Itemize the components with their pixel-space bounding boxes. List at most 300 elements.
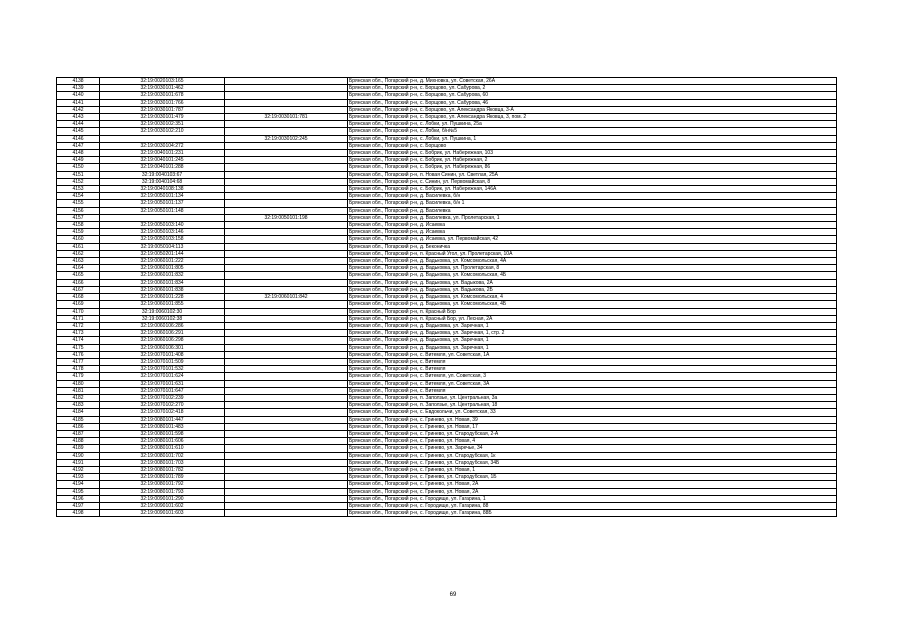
row-number-cell: 4168 <box>57 294 100 301</box>
register-body <box>57 78 837 517</box>
table-row <box>57 114 837 121</box>
row-number-cell: 4176 <box>57 351 100 358</box>
address-cell: Брянская обл., Погарский р-н, с. Бобрик, ул. Набережная, 103 <box>348 150 837 157</box>
cadastral-number-cell: 32:19:0070101:509 <box>100 358 225 365</box>
table-row <box>57 373 837 380</box>
cadastral-number-cell: 32:19:0080101:447 <box>100 416 225 423</box>
table-row <box>57 142 837 149</box>
cadastral-number-cell: 32:19:0040101:231 <box>100 150 225 157</box>
row-number-cell: 4144 <box>57 121 100 128</box>
cadastral-number-cell: 32:19:0080101:782 <box>100 466 225 473</box>
address-cell: Брянская обл., Погарский р-н, с. Городище, ул. Гагарина, 1 <box>348 495 837 502</box>
cadastral-number-cell: 32:19:0060101:838 <box>100 286 225 293</box>
table-row <box>57 474 837 481</box>
row-number-cell: 4183 <box>57 402 100 409</box>
cadastral-number-cell: 32:19:0070102:239 <box>100 394 225 401</box>
address-cell: Брянская обл., Погарский р-н, д. Исаевка, ул. Первомайская, 42 <box>348 236 837 243</box>
table-row <box>57 99 837 106</box>
address-cell: Брянская обл., Погарский р-н, с. Бобрик, ул. Набережная, 146А <box>348 186 837 193</box>
row-number-cell: 4164 <box>57 265 100 272</box>
row-number-cell: 4162 <box>57 250 100 257</box>
address-cell: Брянская обл., Погарский р-н, д. Василевка, ул. Пролетарская, 1 <box>348 214 837 221</box>
address-cell: Брянская обл., Погарский р-н, д. Исаевка <box>348 222 837 229</box>
row-number-cell: 4190 <box>57 452 100 459</box>
cadastral-number-cell: 32:19:0050101:134 <box>100 193 225 200</box>
cadastral-number-cell: 32:19:0030101:479 <box>100 114 225 121</box>
table-row <box>57 459 837 466</box>
address-cell: Брянская обл., Погарский р-н, д. Михновка, ул. Советская, 26А <box>348 78 837 85</box>
address-cell: Брянская обл., Погарский р-н, д. Вадьковка, ул. Заречная, 1 <box>348 344 837 351</box>
row-number-cell: 4167 <box>57 286 100 293</box>
previous-cadastral-number-cell <box>225 394 348 401</box>
row-number-cell: 4170 <box>57 308 100 315</box>
previous-cadastral-number-cell <box>225 128 348 135</box>
address-cell: Брянская обл., Погарский р-н, с. Гринево, ул. Новая, 39 <box>348 416 837 423</box>
table-row <box>57 157 837 164</box>
table-row <box>57 452 837 459</box>
cadastral-number-cell: 32:19:0050103:146 <box>100 229 225 236</box>
row-number-cell: 4155 <box>57 200 100 207</box>
table-row <box>57 265 837 272</box>
address-cell: Брянская обл., Погарский р-н, д. Вадьковка, ул. Заречная, 1 <box>348 322 837 329</box>
cadastral-number-cell: 32:19:0090101:603 <box>100 510 225 517</box>
row-number-cell: 4142 <box>57 106 100 113</box>
row-number-cell: 4181 <box>57 387 100 394</box>
address-cell: Брянская обл., Погарский р-н, с. Гринево, ул. Новая, 17 <box>348 423 837 430</box>
previous-cadastral-number-cell <box>225 315 348 322</box>
table-row <box>57 236 837 243</box>
table-row <box>57 258 837 265</box>
cadastral-number-cell: 32:19:0080101:792 <box>100 481 225 488</box>
row-number-cell: 4188 <box>57 438 100 445</box>
previous-cadastral-number-cell <box>225 380 348 387</box>
previous-cadastral-number-cell <box>225 466 348 473</box>
previous-cadastral-number-cell <box>225 171 348 178</box>
table-row <box>57 351 837 358</box>
address-cell: Брянская обл., Погарский р-н, п. Красный Бор <box>348 308 837 315</box>
table-row <box>57 222 837 229</box>
row-number-cell: 4182 <box>57 394 100 401</box>
table-row <box>57 430 837 437</box>
address-cell: Брянская обл., Погарский р-н, с. Бобрик, ул. Набережная, 86 <box>348 164 837 171</box>
row-number-cell: 4194 <box>57 481 100 488</box>
address-cell: Брянская обл., Погарский р-н, с. Гринево, ул. Стародубская, 1к <box>348 452 837 459</box>
table-row <box>57 171 837 178</box>
cadastral-number-cell: 32:19:0030102:210 <box>100 128 225 135</box>
previous-cadastral-number-cell <box>225 495 348 502</box>
address-cell: Брянская обл., Погарский р-н, с. Гринево, ул. Новая, 2А <box>348 488 837 495</box>
address-cell: Брянская обл., Погарский р-н, д. Вадьковка, ул. Комсомольская, 4Б <box>348 272 837 279</box>
table-row <box>57 207 837 214</box>
cadastral-number-cell: 32:19:0050103:140 <box>100 222 225 229</box>
previous-cadastral-number-cell: 32:19:0030101:781 <box>225 114 348 121</box>
previous-cadastral-number-cell <box>225 502 348 509</box>
row-number-cell: 4198 <box>57 510 100 517</box>
address-cell: Брянская обл., Погарский р-н, с. Лобки, ул. Пушкина, 25а <box>348 121 837 128</box>
cadastral-number-cell: 32:19:0040101:245 <box>100 157 225 164</box>
row-number-cell: 4184 <box>57 409 100 416</box>
address-cell: Брянская обл., Погарский р-н, с. Бобрик, ул. Набережная, 2 <box>348 157 837 164</box>
address-cell: Брянская обл., Погарский р-н, д. Вадьковка, ул. Комсомольская, 4А <box>348 258 837 265</box>
row-number-cell: 4180 <box>57 380 100 387</box>
row-number-cell: 4149 <box>57 157 100 164</box>
address-cell: Брянская обл., Погарский р-н, д. Вадьковка, ул. Вадыкова, 2Б <box>348 286 837 293</box>
previous-cadastral-number-cell <box>225 78 348 85</box>
table-row <box>57 243 837 250</box>
address-cell: Брянская обл., Погарский р-н, с. Борщово, ул. Александра Яковца, 3, пом. 2 <box>348 114 837 121</box>
address-cell: Брянская обл., Погарский р-н, п. Красный Бор, ул. Лесная, 2А <box>348 315 837 322</box>
row-number-cell: 4145 <box>57 128 100 135</box>
address-cell: Брянская обл., Погарский р-н, с. Лобки, ул. Пушкина, 1 <box>348 135 837 142</box>
previous-cadastral-number-cell <box>225 358 348 365</box>
row-number-cell: 4189 <box>57 445 100 452</box>
table-row <box>57 337 837 344</box>
row-number-cell: 4156 <box>57 207 100 214</box>
row-number-cell: 4174 <box>57 337 100 344</box>
previous-cadastral-number-cell <box>225 200 348 207</box>
previous-cadastral-number-cell <box>225 286 348 293</box>
cadastral-number-cell: 32:19:0080101:610 <box>100 445 225 452</box>
previous-cadastral-number-cell <box>225 150 348 157</box>
row-number-cell: 4195 <box>57 488 100 495</box>
address-cell: Брянская обл., Погарский р-н, с. Борщово <box>348 142 837 149</box>
row-number-cell: 4150 <box>57 164 100 171</box>
row-number-cell: 4173 <box>57 330 100 337</box>
cadastral-number-cell: 32:19:0060101:805 <box>100 265 225 272</box>
row-number-cell: 4196 <box>57 495 100 502</box>
cadastral-number-cell: 32:19:0030101:787 <box>100 106 225 113</box>
previous-cadastral-number-cell <box>225 416 348 423</box>
table-row <box>57 178 837 185</box>
row-number-cell: 4186 <box>57 423 100 430</box>
cadastral-number-cell: 32:19:0060102:38 <box>100 315 225 322</box>
row-number-cell: 4139 <box>57 85 100 92</box>
cadastral-number-cell: 32:19:0070101:631 <box>100 380 225 387</box>
previous-cadastral-number-cell <box>225 351 348 358</box>
cadastral-number-cell: 32:19:0060106:291 <box>100 330 225 337</box>
cadastral-number-cell: 32:19:0070102:418 <box>100 409 225 416</box>
cadastral-number-cell: 32:19:0070102:270 <box>100 402 225 409</box>
previous-cadastral-number-cell <box>225 265 348 272</box>
cadastral-number-cell: 32:19:0050103:158 <box>100 236 225 243</box>
row-number-cell: 4169 <box>57 301 100 308</box>
row-number-cell: 4147 <box>57 142 100 149</box>
row-number-cell: 4138 <box>57 78 100 85</box>
table-row <box>57 106 837 113</box>
address-cell: Брянская обл., Погарский р-н, с. Евдокольчи, ул. Советская, 33 <box>348 409 837 416</box>
address-cell: Брянская обл., Погарский р-н, с. Синин, ул. Первомайская, 8 <box>348 178 837 185</box>
table-row <box>57 344 837 351</box>
address-cell: Брянская обл., Погарский р-н, п. Заползье, ул. Центральная, 3а <box>348 394 837 401</box>
table-row <box>57 322 837 329</box>
row-number-cell: 4148 <box>57 150 100 157</box>
address-cell: Брянская обл., Погарский р-н, д. Василевка, б/н 1 <box>348 200 837 207</box>
table-row <box>57 200 837 207</box>
row-number-cell: 4185 <box>57 416 100 423</box>
table-row <box>57 394 837 401</box>
cadastral-number-cell: 32:19:0040101:288 <box>100 164 225 171</box>
cadastral-number-cell: 32:19:0060101:834 <box>100 279 225 286</box>
row-number-cell: 4179 <box>57 373 100 380</box>
row-number-cell: 4165 <box>57 272 100 279</box>
table-row <box>57 445 837 452</box>
cadastral-number-cell: 32:19:0080101:789 <box>100 474 225 481</box>
cadastral-number-cell: 32:19:0040104:68 <box>100 178 225 185</box>
previous-cadastral-number-cell: 32:19:0060101:842 <box>225 294 348 301</box>
previous-cadastral-number-cell <box>225 510 348 517</box>
table-row <box>57 78 837 85</box>
cadastral-number-cell: 32:19:0060106:286 <box>100 322 225 329</box>
address-cell: Брянская обл., Погарский р-н, с. Витемля <box>348 366 837 373</box>
previous-cadastral-number-cell <box>225 250 348 257</box>
row-number-cell: 4177 <box>57 358 100 365</box>
row-number-cell: 4140 <box>57 92 100 99</box>
address-cell: Брянская обл., Погарский р-н, с. Гринево, ул. Новая, 2А <box>348 481 837 488</box>
row-number-cell: 4193 <box>57 474 100 481</box>
previous-cadastral-number-cell <box>225 157 348 164</box>
cadastral-number-cell: 32:19:0090101:602 <box>100 502 225 509</box>
row-number-cell: 4158 <box>57 222 100 229</box>
address-cell: Брянская обл., Погарский р-н, д. Василевка <box>348 207 837 214</box>
previous-cadastral-number-cell <box>225 366 348 373</box>
property-register-table <box>56 77 837 517</box>
address-cell: Брянская обл., Погарский р-н, с. Гринево, ул. Стародубская, 34Б <box>348 459 837 466</box>
cadastral-number-cell: 32:19:0080101:483 <box>100 423 225 430</box>
previous-cadastral-number-cell: 32:19:0030102:245 <box>225 135 348 142</box>
table-row <box>57 272 837 279</box>
previous-cadastral-number-cell <box>225 488 348 495</box>
previous-cadastral-number-cell <box>225 99 348 106</box>
table-row <box>57 150 837 157</box>
cadastral-number-cell: 32:19:0030102:351 <box>100 121 225 128</box>
row-number-cell: 4161 <box>57 243 100 250</box>
cadastral-number-cell <box>100 214 225 221</box>
table-row <box>57 423 837 430</box>
cadastral-number-cell: 32:19:0080101:598 <box>100 430 225 437</box>
table-row <box>57 229 837 236</box>
address-cell: Брянская обл., Погарский р-н, п. Заползье, ул. Центральная, 18 <box>348 402 837 409</box>
table-row <box>57 315 837 322</box>
previous-cadastral-number-cell <box>225 445 348 452</box>
previous-cadastral-number-cell <box>225 178 348 185</box>
address-cell: Брянская обл., Погарский р-н, с. Городище, ул. Гагарина, 88 <box>348 502 837 509</box>
previous-cadastral-number-cell <box>225 452 348 459</box>
previous-cadastral-number-cell <box>225 193 348 200</box>
table-row <box>57 301 837 308</box>
address-cell: Брянская обл., Погарский р-н, с. Витемля <box>348 387 837 394</box>
cadastral-number-cell: 32:19:0060106:301 <box>100 344 225 351</box>
previous-cadastral-number-cell <box>225 207 348 214</box>
row-number-cell: 4152 <box>57 178 100 185</box>
previous-cadastral-number-cell <box>225 387 348 394</box>
cadastral-number-cell: 32:19:0090101:290 <box>100 495 225 502</box>
table-row <box>57 495 837 502</box>
row-number-cell: 4157 <box>57 214 100 221</box>
cadastral-number-cell <box>100 135 225 142</box>
previous-cadastral-number-cell <box>225 243 348 250</box>
previous-cadastral-number-cell <box>225 330 348 337</box>
table-row <box>57 186 837 193</box>
table-row <box>57 85 837 92</box>
row-number-cell: 4197 <box>57 502 100 509</box>
table-row <box>57 308 837 315</box>
table-row <box>57 193 837 200</box>
previous-cadastral-number-cell <box>225 402 348 409</box>
cadastral-number-cell: 32:19:0080101:793 <box>100 488 225 495</box>
previous-cadastral-number-cell <box>225 164 348 171</box>
previous-cadastral-number-cell <box>225 344 348 351</box>
previous-cadastral-number-cell: 32:19:0050101:198 <box>225 214 348 221</box>
table-row <box>57 481 837 488</box>
address-cell: Брянская обл., Погарский р-н, д. Вадьковка, ул. Заречная, 1, стр. 2 <box>348 330 837 337</box>
previous-cadastral-number-cell <box>225 121 348 128</box>
address-cell: Брянская обл., Погарский р-н, д. Беконичка <box>348 243 837 250</box>
cadastral-number-cell: 32:19:0040108:138 <box>100 186 225 193</box>
table-row <box>57 164 837 171</box>
previous-cadastral-number-cell <box>225 106 348 113</box>
table-row <box>57 438 837 445</box>
address-cell: Брянская обл., Погарский р-н, п. Красный Угол, ул. Пролетарская, 10А <box>348 250 837 257</box>
previous-cadastral-number-cell <box>225 279 348 286</box>
table-row <box>57 135 837 142</box>
table-row <box>57 466 837 473</box>
table-row <box>57 358 837 365</box>
previous-cadastral-number-cell <box>225 142 348 149</box>
page-number: 69 <box>449 592 457 598</box>
table-row <box>57 416 837 423</box>
row-number-cell: 4154 <box>57 193 100 200</box>
cadastral-number-cell: 32:19:0080101:606 <box>100 438 225 445</box>
table-row <box>57 502 837 509</box>
cadastral-number-cell: 32:19:0070101:624 <box>100 373 225 380</box>
cadastral-number-cell: 32:19:0060101:855 <box>100 301 225 308</box>
table-row <box>57 92 837 99</box>
cadastral-number-cell: 32:19:0070101:647 <box>100 387 225 394</box>
address-cell: Брянская обл., Погарский р-н, д. Исаевка <box>348 229 837 236</box>
row-number-cell: 4159 <box>57 229 100 236</box>
row-number-cell: 4166 <box>57 279 100 286</box>
row-number-cell: 4163 <box>57 258 100 265</box>
address-cell: Брянская обл., Погарский р-н, д. Вадьковка, ул. Заречная, 1 <box>348 337 837 344</box>
previous-cadastral-number-cell <box>225 308 348 315</box>
cadastral-number-cell: 32:19:0070101:408 <box>100 351 225 358</box>
table-row <box>57 279 837 286</box>
address-cell: Брянская обл., Погарский р-н, д. Вадьковка, ул. Комсомольская, 4 <box>348 294 837 301</box>
previous-cadastral-number-cell <box>225 236 348 243</box>
address-cell: Брянская обл., Погарский р-н, с. Борщово, ул. Сабурова, 2 <box>348 85 837 92</box>
cadastral-number-cell: 32:19:0050104:113 <box>100 243 225 250</box>
address-cell: Брянская обл., Погарский р-н, с. Гринево, ул. Стародубская, 2-А <box>348 430 837 437</box>
table-row <box>57 380 837 387</box>
table-row <box>57 387 837 394</box>
row-number-cell: 4192 <box>57 466 100 473</box>
row-number-cell: 4146 <box>57 135 100 142</box>
previous-cadastral-number-cell <box>225 409 348 416</box>
row-number-cell: 4153 <box>57 186 100 193</box>
cadastral-number-cell: 32:19:0060102:30 <box>100 308 225 315</box>
previous-cadastral-number-cell <box>225 258 348 265</box>
cadastral-number-cell: 32:19:0060106:298 <box>100 337 225 344</box>
cadastral-number-cell: 32:19:0020103:165 <box>100 78 225 85</box>
address-cell: Брянская обл., Погарский р-н, с. Гринево, ул. Новая, 1 <box>348 466 837 473</box>
table-row <box>57 409 837 416</box>
address-cell: Брянская обл., Погарский р-н, с. Гринево, ул. Заречье, 34 <box>348 445 837 452</box>
cadastral-number-cell: 32:19:0050101:137 <box>100 200 225 207</box>
previous-cadastral-number-cell <box>225 301 348 308</box>
table-row <box>57 488 837 495</box>
cadastral-number-cell: 32:19:0030101:678 <box>100 92 225 99</box>
previous-cadastral-number-cell <box>225 481 348 488</box>
table-row <box>57 294 837 301</box>
row-number-cell: 4151 <box>57 171 100 178</box>
previous-cadastral-number-cell <box>225 322 348 329</box>
table-row <box>57 214 837 221</box>
previous-cadastral-number-cell <box>225 459 348 466</box>
row-number-cell: 4178 <box>57 366 100 373</box>
address-cell: Брянская обл., Погарский р-н, д. Вадьковка, ул. Пролетарская, 8 <box>348 265 837 272</box>
address-cell: Брянская обл., Погарский р-н, с. Гринево, ул. Стародубская, 1Б <box>348 474 837 481</box>
address-cell: Брянская обл., Погарский р-н, с. Витемля, ул. Советская, 3 <box>348 373 837 380</box>
address-cell: Брянская обл., Погарский р-н, д. Вадьковка, ул. Вадыкова, 2А <box>348 279 837 286</box>
table-row <box>57 286 837 293</box>
address-cell: Брянская обл., Погарский р-н, с. Борщово, ул. Сабурова, 60 <box>348 92 837 99</box>
cadastral-number-cell: 32:19:0080101:702 <box>100 452 225 459</box>
address-cell: Брянская обл., Погарский р-н, д. Вадьковка, ул. Комсомольская, 4Б <box>348 301 837 308</box>
address-cell: Брянская обл., Погарский р-н, с. Гринево, ул. Новая, 4 <box>348 438 837 445</box>
previous-cadastral-number-cell <box>225 373 348 380</box>
row-number-cell: 4175 <box>57 344 100 351</box>
row-number-cell: 4172 <box>57 322 100 329</box>
row-number-cell: 4187 <box>57 430 100 437</box>
previous-cadastral-number-cell <box>225 423 348 430</box>
previous-cadastral-number-cell <box>225 186 348 193</box>
previous-cadastral-number-cell <box>225 92 348 99</box>
table-row <box>57 250 837 257</box>
row-number-cell: 4143 <box>57 114 100 121</box>
cadastral-number-cell: 32:19:0030101:766 <box>100 99 225 106</box>
row-number-cell: 4141 <box>57 99 100 106</box>
cadastral-number-cell: 32:19:0060101:222 <box>100 258 225 265</box>
row-number-cell: 4171 <box>57 315 100 322</box>
cadastral-number-cell: 32:19:0060101:228 <box>100 294 225 301</box>
table-row <box>57 330 837 337</box>
row-number-cell: 4160 <box>57 236 100 243</box>
cadastral-number-cell: 32:19:0050101:148 <box>100 207 225 214</box>
cadastral-number-cell: 32:19:0060101:832 <box>100 272 225 279</box>
address-cell: Брянская обл., Погарский р-н, с. Лобки, б/н№5 <box>348 128 837 135</box>
cadastral-number-cell: 32:19:0030104:272 <box>100 142 225 149</box>
address-cell: Брянская обл., Погарский р-н, с. Борщово, ул. Александра Яковца, 3-А <box>348 106 837 113</box>
address-cell: Брянская обл., Погарский р-н, с. Витемля, ул. Советская, 3А <box>348 380 837 387</box>
previous-cadastral-number-cell <box>225 438 348 445</box>
previous-cadastral-number-cell <box>225 474 348 481</box>
cadastral-number-cell: 32:19:0030101:462 <box>100 85 225 92</box>
previous-cadastral-number-cell <box>225 229 348 236</box>
address-cell: Брянская обл., Погарский р-н, д. Василевка, б/н <box>348 193 837 200</box>
cadastral-number-cell: 32:19:0070101:532 <box>100 366 225 373</box>
previous-cadastral-number-cell <box>225 222 348 229</box>
cadastral-number-cell: 32:19:0050201:144 <box>100 250 225 257</box>
table-row <box>57 121 837 128</box>
cadastral-number-cell: 32:19:0080101:703 <box>100 459 225 466</box>
previous-cadastral-number-cell <box>225 337 348 344</box>
address-cell: Брянская обл., Погарский р-н, с. Витемля <box>348 358 837 365</box>
address-cell: Брянская обл., Погарский р-н, п. Новая Синин, ул. Светлая, 25А <box>348 171 837 178</box>
address-cell: Брянская обл., Погарский р-н, с. Витемля, ул. Советская, 1А <box>348 351 837 358</box>
previous-cadastral-number-cell <box>225 272 348 279</box>
table-row <box>57 510 837 517</box>
address-cell: Брянская обл., Погарский р-н, с. Городище, ул. Гагарина, 88Б <box>348 510 837 517</box>
